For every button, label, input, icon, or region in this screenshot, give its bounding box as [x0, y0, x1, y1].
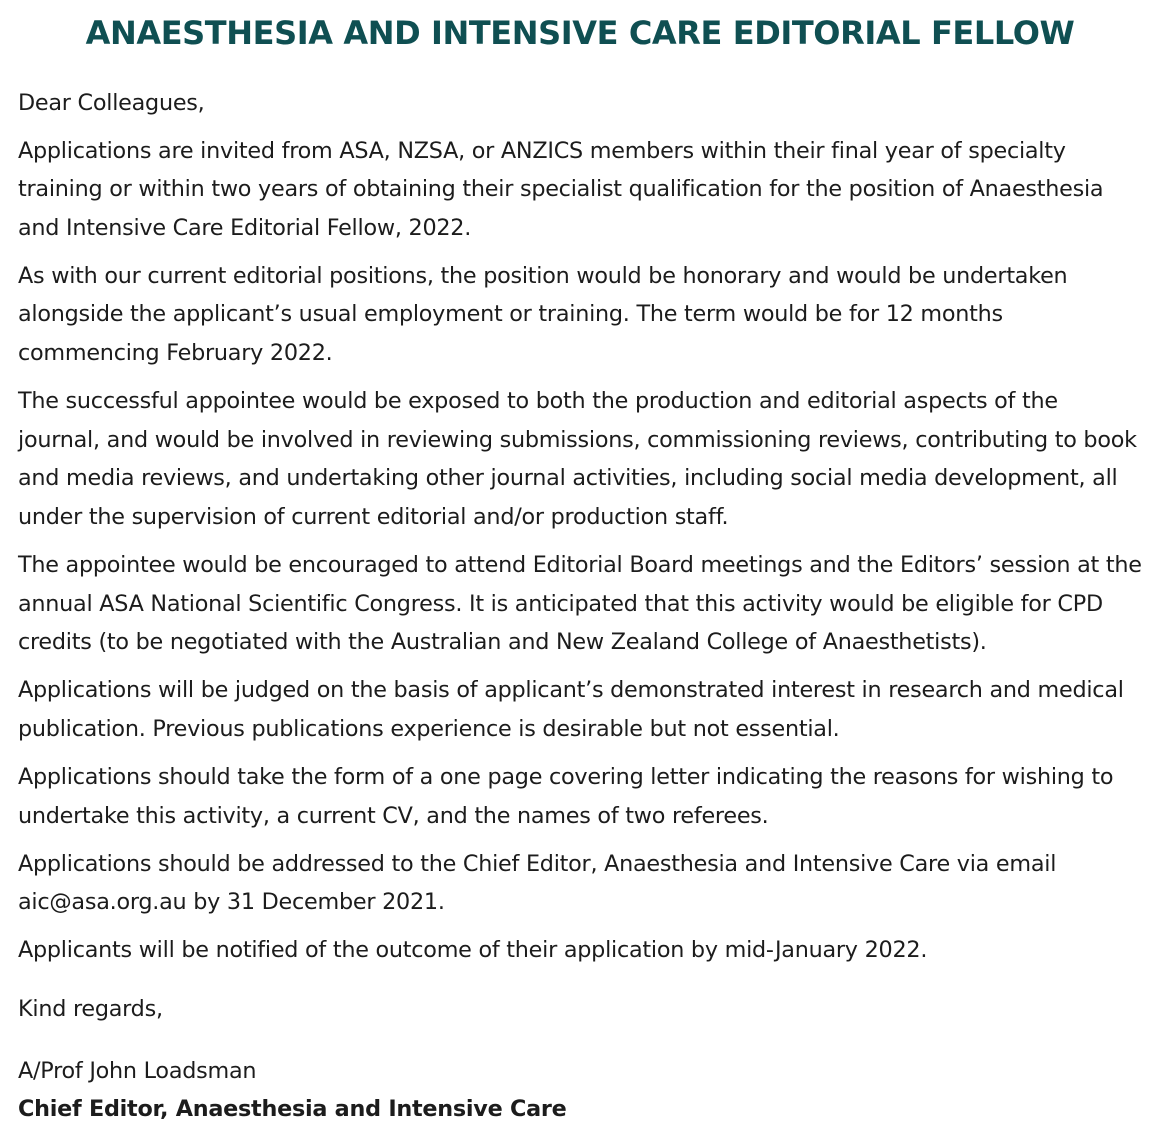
- paragraph-position-terms: As with our current editorial positions, the position would be honorary and would be undertaken alongside the applicant’s usual employment or training. The term would be for 12 months commencing February 2022.: [18, 262, 1068, 367]
- signer-name: A/Prof John Loadsman: [18, 1057, 257, 1084]
- paragraph-duties: The successful appointee would be exposed to both the production and editorial aspects of the journal, and would be involved in reviewing submissions, commissioning reviews, contributing to book and media reviews, and undertaking other journal activities, including social media development, all under the supervision of current editorial and/or production staff.: [18, 388, 1137, 530]
- paragraph-eligibility: Applications are invited from ASA, NZSA, or ANZICS members within their final year of specialty training or within two years of obtaining their specialist qualification for the position of Anaesthesia and Intensive Care Editorial Fellow, 2022.: [18, 137, 1104, 241]
- closing: Kind regards,: [18, 995, 163, 1022]
- letter-body: [18, 84, 1142, 1129]
- paragraph-notification: Applicants will be notified of the outcome of their application by mid-January 2022.: [18, 937, 928, 964]
- paragraph-submission-address: Applications should be addressed to the Chief Editor, Anaesthesia and Intensive Care via email aic@asa.org.au by 31 December 2021.: [18, 850, 1057, 916]
- signer-role: Chief Editor, Anaesthesia and Intensive Care: [18, 1096, 567, 1123]
- paragraph-judging-criteria: Applications will be judged on the basis of applicant’s demonstrated interest in research and medical publication. Previous publications experience is desirable but not essential.: [18, 677, 1124, 742]
- paragraph-application-form: Applications should take the form of a one page covering letter indicating the reasons for wishing to undertake this activity, a current CV, and the names of two referees.: [18, 764, 1114, 829]
- paragraph-meetings: The appointee would be encouraged to attend Editorial Board meetings and the Editors’ session at the annual ASA National Scientific Congress. It is anticipated that this activity would be eligible for CPD credits (to be negotiated with the Australian and New Zealand College of Anaesthetists).: [18, 552, 1142, 656]
- salutation: Dear Colleagues,: [18, 90, 205, 116]
- document-title: ANAESTHESIA AND INTENSIVE CARE EDITORIAL FELLOW: [85, 14, 1075, 52]
